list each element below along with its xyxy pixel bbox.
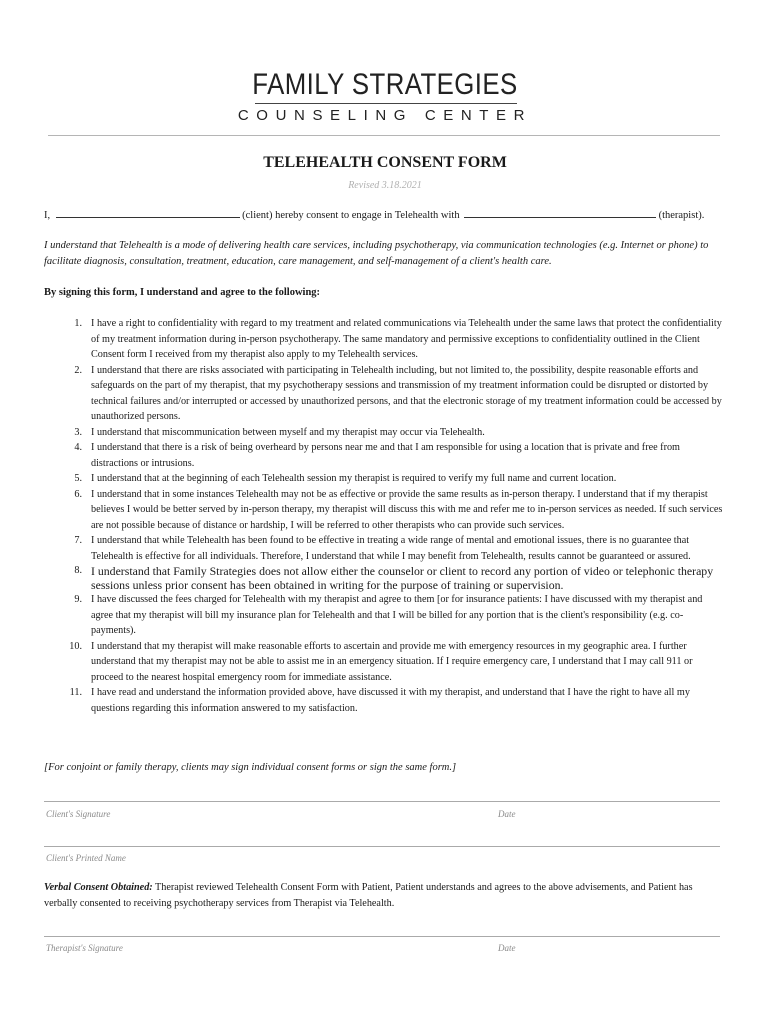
list-item <box>0 425 723 441</box>
conjoint-note: [For conjoint or family therapy, clients may sign individual consent forms or sign the same form.] <box>44 762 457 773</box>
list-item <box>0 564 723 592</box>
item-number: 10. <box>69 640 82 652</box>
header-divider <box>48 135 720 136</box>
item-number: 9. <box>74 594 82 605</box>
list-item <box>0 533 723 564</box>
item-text: I understand that while Telehealth has been found to be effective in treating a wide range of mental and emotional issues, there is no guarantee that Telehealth is effective for all individuals. Therefore, I understand that while I may benefit from Telehealth, results cannot be guaranteed or assured. <box>91 535 691 562</box>
list-item <box>0 685 723 716</box>
item-text: I understand that my therapist will make reasonable efforts to ascertain and provide me with emergency resources in my geographic area. I further understand that my therapist may not be able to assist me in an emergency situation. If I require emergency care, I understand that I may call 911 or proceed to the nearest hospital emergency room for immediate assistance. <box>91 640 693 683</box>
item-text: I understand that there are risks associated with participating in Telehealth including, but not limited to, the possibility, despite reasonable efforts and safeguards on the part of my therapist, that my psychotherapy sessions and transmission of my treatment information could be disrupted or distorted by technical failures and/or interrupted or accessed by unauthorized persons, and that the electronic storage of my treatment information could be accessed by unauthorized persons. <box>91 364 722 422</box>
consent-suffix: (therapist). <box>658 210 705 221</box>
list-item <box>0 592 723 639</box>
therapist-signature-line[interactable] <box>44 936 720 937</box>
consent-middle: (client) hereby consent to engage in Telehealth with <box>242 210 460 221</box>
list-item <box>0 316 723 363</box>
verbal-consent-text: Therapist reviewed Telehealth Consent Form with Patient, Patient understands and agrees to the above advisements, and Patient has verbally consented to receiving psychotherapy services from Therapist via Telehealth. <box>44 882 693 909</box>
item-text: I understand that Family Strategies does not allow either the counselor or client to record any portion of video or telephonic therapy sessions unless prior consent has been obtained in writing for the purpose of training or supervision. <box>91 564 714 592</box>
item-number: 5. <box>74 473 82 484</box>
list-item <box>0 363 723 425</box>
client-date-label: Date <box>498 809 516 819</box>
telehealth-definition: I understand that Telehealth is a mode of delivering health care services, including psychotherapy, via communication technologies (e.g. Internet or phone) to facilitate diagnosis, consultation, treatment, education, care management, and self-management of a client's health care. <box>44 240 709 267</box>
list-item <box>0 487 723 534</box>
item-text: I have discussed the fees charged for Telehealth with my therapist and agree to them [or for insurance patients: I have discussed with my therapist and agree that my therapist will bill my insurance plan for Telehealth and that I will be billed for any portion that is the client's responsibility (e.g. co-payments). <box>91 594 703 636</box>
client-signature-label: Client's Signature <box>46 809 111 819</box>
verbal-consent-label: Verbal Consent Obtained: <box>44 882 153 893</box>
client-signature-line[interactable] <box>44 801 720 802</box>
consent-statement <box>44 208 724 221</box>
list-item <box>0 440 723 471</box>
item-number: 2. <box>74 364 82 376</box>
item-text: I understand that at the beginning of each Telehealth session my therapist is required to verify my full name and current location. <box>91 473 617 484</box>
item-text: I understand that miscommunication between myself and my therapist may occur via Telehealth. <box>91 426 485 438</box>
list-item <box>0 639 723 686</box>
item-text: I have a right to confidentiality with regard to my treatment and related communications via Telehealth under the same laws that protect the confidentiality of my treatment information during in-person psychotherapy. The same mandatory and permissive exceptions to confidentiality outlined in the Client Consent form I received from my therapist also apply to my Telehealth services. <box>91 318 722 360</box>
item-text: I understand that there is a risk of being overheard by persons near me and that I am responsible for using a location that is private and free from distractions or intrusions. <box>91 442 680 469</box>
agreement-list <box>0 316 770 716</box>
client-printed-name-line[interactable] <box>44 846 720 847</box>
consent-prefix: I, <box>44 210 51 221</box>
revision-date: Revised 3.18.2021 <box>348 180 422 191</box>
item-text: I have read and understand the information provided above, have discussed it with my therapist, and understand that I have the right to have all my questions regarding this information answered to my satisfaction. <box>91 687 690 714</box>
item-number: 7. <box>74 535 82 546</box>
logo-title: FAMILY STRATEGIES <box>252 68 518 101</box>
item-text: I understand that in some instances Telehealth may not be as effective or provide the same results as in-person therapy. I understand that if my therapist believes I would be better served by in-person therapy, my therapist will discuss this with me and refer me to in-person services as needed. If such services are not possible because of distance or hardship, I will be referred to other therapists who can provide such services. <box>91 488 723 531</box>
client-printed-name-label: Client's Printed Name <box>46 853 126 863</box>
logo-subtitle: COUNSELING CENTER <box>237 107 533 124</box>
item-number: 4. <box>74 442 82 453</box>
therapist-signature-label: Therapist's Signature <box>46 943 123 953</box>
therapist-name-blank[interactable] <box>464 208 656 218</box>
list-item <box>0 471 723 487</box>
item-number: 8. <box>74 565 82 576</box>
agreement-heading: By signing this form, I understand and agree to the following: <box>44 287 321 298</box>
item-number: 3. <box>74 426 82 438</box>
item-number: 11. <box>69 687 82 698</box>
verbal-consent <box>44 880 724 912</box>
logo-divider <box>255 103 517 104</box>
therapist-date-label: Date <box>498 943 516 953</box>
item-number: 1. <box>74 318 82 329</box>
client-name-blank[interactable] <box>56 208 240 218</box>
item-number: 6. <box>74 488 82 500</box>
form-title: TELEHEALTH CONSENT FORM <box>263 154 507 171</box>
